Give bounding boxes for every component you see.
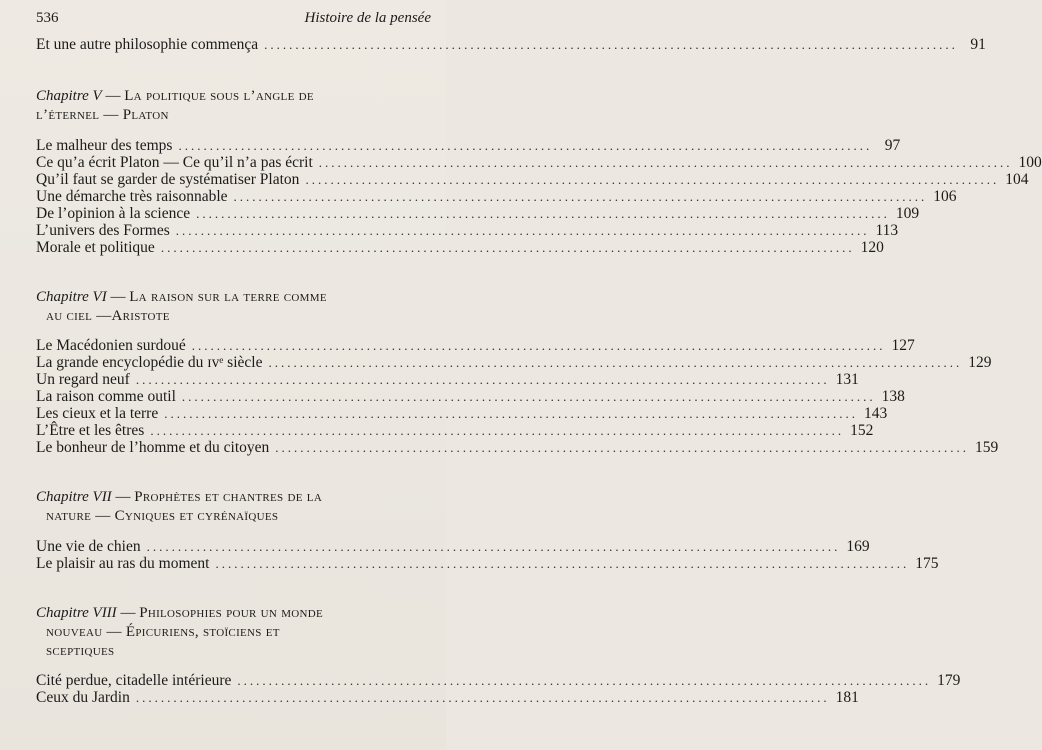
chapter-heading xyxy=(36,288,416,326)
chapter-title-line2: l’éternel — Platon xyxy=(36,107,169,123)
dot-leader: ............................................................................................................... xyxy=(191,338,886,353)
dot-leader: ............................................................................................................... xyxy=(135,372,830,387)
dot-leader: ............................................................................................................... xyxy=(146,539,841,554)
toc-entry-title: Le malheur des temps xyxy=(36,137,173,154)
chapter-heading-line1: Chapitre VI — La raison sur la terre comme xyxy=(36,289,327,305)
dot-leader: ............................................................................................................... xyxy=(215,556,910,571)
toc-entry-page: 181 xyxy=(835,689,859,706)
toc-entry-title: Une démarche très raisonnable xyxy=(36,188,228,205)
toc-entry-page: 152 xyxy=(850,422,874,439)
toc-entry xyxy=(36,439,999,459)
toc-entry-title: Le bonheur de l’homme et du citoyen xyxy=(36,439,270,456)
toc-entry-title: Ce qu’a écrit Platon — Ce qu’il n’a pas écrit xyxy=(36,154,313,171)
dot-leader: ............................................................................................................... xyxy=(196,206,890,221)
chapter-heading xyxy=(36,604,416,661)
toc-entry-title: Le Macédonien surdoué xyxy=(36,337,186,354)
toc-entry-title: La raison comme outil xyxy=(36,388,176,405)
chapter-label: Chapitre VII xyxy=(36,489,112,505)
dot-leader: ............................................................................................................... xyxy=(181,389,876,404)
chapter-heading xyxy=(36,488,416,526)
dot-leader: ............................................................................................................... xyxy=(264,37,958,52)
dot-leader: ............................................................................................................... xyxy=(268,355,963,370)
toc-entry-title: Et une autre philosophie commença xyxy=(36,36,259,53)
dot-leader: ............................................................................................................... xyxy=(135,690,830,705)
chapter-title: Prophètes et chantres de la xyxy=(134,489,323,505)
toc-entry xyxy=(36,689,859,709)
chapter-title: Philosophies pour un monde xyxy=(139,605,324,621)
toc-entry-page: 175 xyxy=(915,555,939,572)
toc-entry-title: Morale et politique xyxy=(36,239,155,256)
dot-leader: ............................................................................................................... xyxy=(237,673,932,688)
dot-leader: ............................................................................................................... xyxy=(160,240,855,255)
toc-entry-page: 104 xyxy=(1005,171,1029,188)
toc-entry-title: Un regard neuf xyxy=(36,371,130,388)
dot-leader: ............................................................................................................... xyxy=(175,223,870,238)
dot-leader: ............................................................................................................... xyxy=(150,423,845,438)
toc-entry-page: 106 xyxy=(933,188,957,205)
dot-leader: ............................................................................................................... xyxy=(233,189,928,204)
toc-entry-title: Une vie de chien xyxy=(36,538,141,555)
toc-entry-page: 120 xyxy=(860,239,884,256)
toc-entry-page: 97 xyxy=(884,137,901,154)
toc-entry-page: 113 xyxy=(875,222,899,239)
chapter-heading-line1: Chapitre V — La politique sous l’angle de xyxy=(36,88,314,104)
chapter-title: La politique sous l’angle de xyxy=(124,88,314,104)
chapter-title-line3: sceptiques xyxy=(46,643,115,659)
chapter-label: Chapitre V xyxy=(36,88,102,104)
chapter-heading-line1: Chapitre VII — Prophètes et chantres de la xyxy=(36,489,323,505)
toc-entry xyxy=(36,555,939,575)
dot-leader: ............................................................................................................... xyxy=(305,172,1000,187)
toc-entry-title: Cité perdue, citadelle intérieure xyxy=(36,672,232,689)
toc-entry-page: 143 xyxy=(863,405,888,422)
toc-entry-title: Les cieux et la terre xyxy=(36,405,159,422)
dot-leader: ............................................................................................................... xyxy=(275,440,970,455)
dot-leader: ............................................................................................................... xyxy=(318,155,1013,170)
toc-entry-title: La grande encyclopédie du ɪᴠᵉ siècle xyxy=(36,354,263,371)
toc-entry xyxy=(36,36,986,56)
chapter-title-line2: au ciel —Aristote xyxy=(46,308,170,324)
chapter-label: Chapitre VI xyxy=(36,289,107,305)
toc-entry-page: 179 xyxy=(937,672,961,689)
toc-entry-page: 127 xyxy=(891,337,915,354)
chapter-heading xyxy=(36,87,416,125)
chapter-label: Chapitre VIII xyxy=(36,605,117,621)
toc-entry-page: 169 xyxy=(846,538,870,555)
toc-entry-title: Qu’il faut se garder de systématiser Platon xyxy=(36,171,300,188)
toc-entry-title: L’univers des Formes xyxy=(36,222,170,239)
toc-entry-title: Le plaisir au ras du moment xyxy=(36,555,210,572)
toc-entry xyxy=(36,239,884,259)
page-number: 536 xyxy=(36,10,59,26)
toc-entry-title: L’Être et les êtres xyxy=(36,422,145,439)
toc-entry-page: 91 xyxy=(970,36,986,53)
dot-leader: ............................................................................................................... xyxy=(164,406,858,421)
toc-entry-title: De l’opinion à la science xyxy=(36,205,191,222)
chapter-heading-line1: Chapitre VIII — Philosophies pour un monde xyxy=(36,605,324,621)
running-title: Histoire de la pensée xyxy=(304,10,431,26)
toc-entry-page: 131 xyxy=(835,371,859,388)
toc-entry-page: 109 xyxy=(895,205,920,222)
toc-entry-page: 100 xyxy=(1018,154,1042,171)
toc-entry-page: 159 xyxy=(975,439,999,456)
toc-entry-page: 138 xyxy=(881,388,905,405)
chapter-title-line2: nouveau — Épicuriens, stoïciens et xyxy=(46,624,280,640)
dot-leader: ............................................................................................................... xyxy=(178,138,873,153)
page-header xyxy=(36,6,431,30)
toc-entry-title: Ceux du Jardin xyxy=(36,689,130,706)
toc-entry-page: 129 xyxy=(968,354,992,371)
chapter-title-line2: nature — Cyniques et cyrénaïques xyxy=(46,508,279,524)
chapter-title: La raison sur la terre comme xyxy=(129,289,327,305)
